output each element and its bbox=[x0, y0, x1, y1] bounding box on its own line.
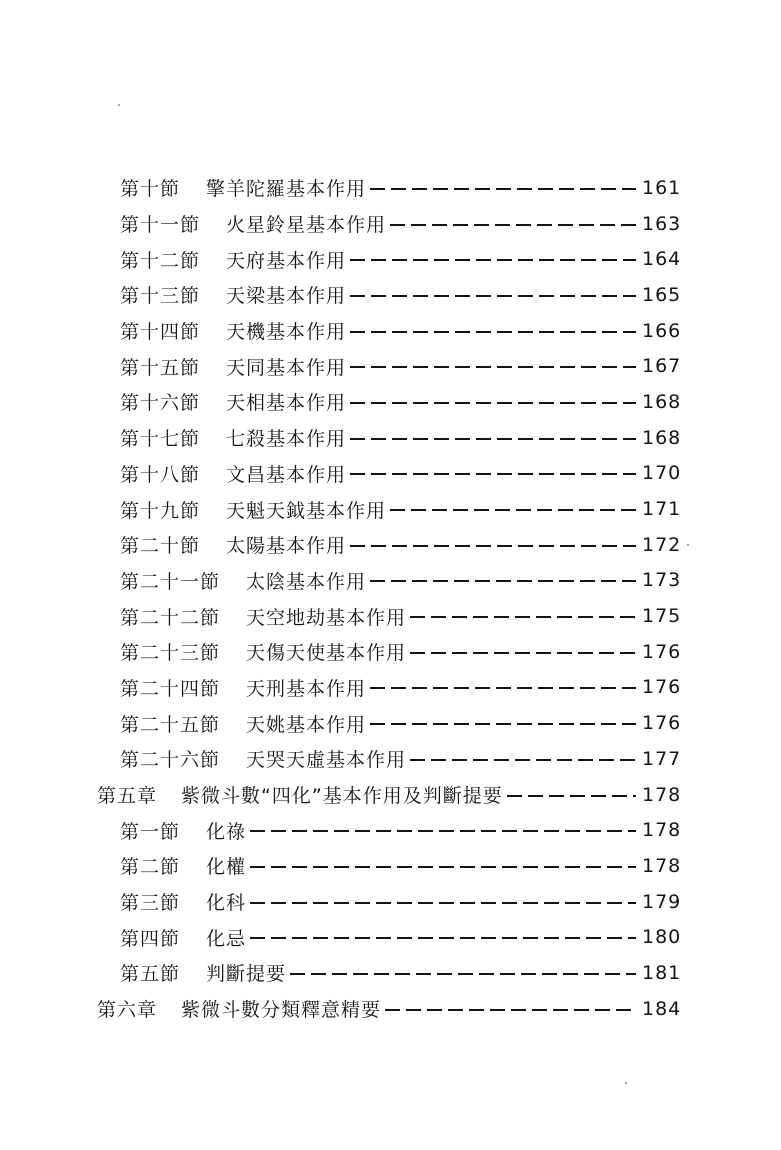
toc-entry bbox=[0, 206, 781, 242]
section-number: 第十九節 bbox=[120, 499, 201, 522]
chapter-number: 第五章 bbox=[97, 785, 158, 808]
dot-leader bbox=[410, 652, 636, 654]
section-title: 天機基本作用 bbox=[226, 321, 347, 344]
section-number: 第十二節 bbox=[120, 249, 201, 272]
toc-entry bbox=[0, 741, 781, 777]
page-number: 178 bbox=[642, 783, 682, 806]
page-number: 179 bbox=[642, 890, 682, 913]
section-title: 天姚基本作用 bbox=[246, 713, 367, 736]
dot-leader bbox=[350, 366, 636, 368]
chapter-title: 紫微斗數“四化”基本作用及判斷提要 bbox=[181, 785, 503, 808]
dot-leader bbox=[250, 830, 636, 832]
page-number: 167 bbox=[642, 355, 682, 378]
dot-leader bbox=[350, 402, 636, 404]
dot-leader bbox=[250, 937, 636, 939]
chapter-number: 第六章 bbox=[97, 999, 158, 1022]
dot-leader bbox=[250, 866, 636, 868]
dot-leader bbox=[390, 509, 636, 511]
section-number: 第十五節 bbox=[120, 356, 201, 379]
scan-speck bbox=[625, 1082, 627, 1084]
dot-leader bbox=[370, 188, 636, 190]
dot-leader bbox=[370, 580, 636, 582]
page-number: 176 bbox=[642, 640, 682, 663]
section-number: 第十六節 bbox=[120, 392, 201, 415]
section-title: 文昌基本作用 bbox=[226, 463, 347, 486]
toc-entry bbox=[0, 170, 781, 206]
page-number: 168 bbox=[642, 390, 682, 413]
section-title: 天梁基本作用 bbox=[226, 285, 347, 308]
page-number: 164 bbox=[642, 248, 682, 271]
section-title: 太陽基本作用 bbox=[226, 535, 347, 558]
dot-leader bbox=[350, 295, 636, 297]
page-number: 163 bbox=[642, 212, 682, 235]
page-number: 177 bbox=[642, 747, 682, 770]
toc-entry bbox=[0, 670, 781, 706]
dot-leader bbox=[250, 902, 636, 904]
toc-entry bbox=[0, 241, 781, 277]
section-title: 天相基本作用 bbox=[226, 392, 347, 415]
page-number: 171 bbox=[642, 498, 682, 521]
dot-leader bbox=[290, 973, 636, 975]
page-number: 170 bbox=[642, 462, 682, 485]
dot-leader bbox=[385, 1009, 636, 1011]
toc-entry bbox=[0, 563, 781, 599]
toc-entry bbox=[0, 527, 781, 563]
section-number: 第二十節 bbox=[120, 535, 201, 558]
section-number: 第二十二節 bbox=[120, 606, 221, 629]
page-number: 166 bbox=[642, 319, 682, 342]
section-title: 天傷天使基本作用 bbox=[246, 642, 407, 665]
section-number: 第二十三節 bbox=[120, 642, 221, 665]
toc-entry bbox=[0, 598, 781, 634]
section-number: 第五節 bbox=[120, 963, 181, 986]
page-number: 175 bbox=[642, 605, 682, 628]
page-number: 178 bbox=[642, 854, 682, 877]
section-number: 第十七節 bbox=[120, 428, 201, 451]
dot-leader bbox=[370, 723, 636, 725]
toc-chapter-entry bbox=[0, 777, 781, 813]
chapter-title: 紫微斗數分類釋意精要 bbox=[181, 999, 382, 1022]
dot-leader bbox=[410, 616, 636, 618]
section-number: 第十三節 bbox=[120, 285, 201, 308]
section-number: 第十八節 bbox=[120, 463, 201, 486]
dot-leader bbox=[370, 687, 636, 689]
toc-entry bbox=[0, 348, 781, 384]
section-title: 化祿 bbox=[206, 820, 247, 843]
toc-entry bbox=[0, 919, 781, 955]
section-number: 第三節 bbox=[120, 892, 181, 915]
page-number: 172 bbox=[642, 533, 682, 556]
section-title: 天魁天鉞基本作用 bbox=[226, 499, 387, 522]
toc-entry bbox=[0, 456, 781, 492]
section-number: 第二節 bbox=[120, 856, 181, 879]
section-title: 化忌 bbox=[206, 927, 247, 950]
page-number: 180 bbox=[642, 926, 682, 949]
toc-entry bbox=[0, 634, 781, 670]
toc-entry bbox=[0, 420, 781, 456]
dot-leader bbox=[350, 331, 636, 333]
scan-speck bbox=[687, 544, 689, 546]
page-number: 173 bbox=[642, 569, 682, 592]
dot-leader bbox=[390, 224, 636, 226]
toc-entry bbox=[0, 955, 781, 991]
section-number: 第二十六節 bbox=[120, 749, 221, 772]
section-title: 七殺基本作用 bbox=[226, 428, 347, 451]
dot-leader bbox=[507, 795, 636, 797]
toc-chapter-entry bbox=[0, 991, 781, 1027]
section-title: 化權 bbox=[206, 856, 247, 879]
toc-entry bbox=[0, 848, 781, 884]
page-number: 168 bbox=[642, 426, 682, 449]
section-title: 天同基本作用 bbox=[226, 356, 347, 379]
toc-entry bbox=[0, 491, 781, 527]
scan-speck bbox=[118, 104, 120, 106]
section-title: 天府基本作用 bbox=[226, 249, 347, 272]
section-title: 天空地劫基本作用 bbox=[246, 606, 407, 629]
section-title: 判斷提要 bbox=[206, 963, 287, 986]
dot-leader bbox=[410, 759, 636, 761]
page-number: 178 bbox=[642, 819, 682, 842]
section-number: 第二十五節 bbox=[120, 713, 221, 736]
page-number: 176 bbox=[642, 712, 682, 735]
page-number: 181 bbox=[642, 961, 682, 984]
section-number: 第二十四節 bbox=[120, 677, 221, 700]
toc-entry bbox=[0, 384, 781, 420]
toc-entry bbox=[0, 313, 781, 349]
toc-entry bbox=[0, 705, 781, 741]
section-number: 第十四節 bbox=[120, 321, 201, 344]
page-number: 165 bbox=[642, 283, 682, 306]
dot-leader bbox=[350, 438, 636, 440]
section-title: 太陰基本作用 bbox=[246, 570, 367, 593]
toc-entry bbox=[0, 812, 781, 848]
page-number: 161 bbox=[642, 176, 682, 199]
section-number: 第二十一節 bbox=[120, 570, 221, 593]
section-title: 火星鈴星基本作用 bbox=[226, 214, 387, 237]
section-number: 第十節 bbox=[120, 178, 181, 201]
section-title: 化科 bbox=[206, 892, 247, 915]
section-title: 天刑基本作用 bbox=[246, 677, 367, 700]
toc-entry bbox=[0, 884, 781, 920]
section-number: 第十一節 bbox=[120, 214, 201, 237]
section-title: 天哭天虛基本作用 bbox=[246, 749, 407, 772]
table-of-contents bbox=[0, 170, 781, 1027]
section-number: 第一節 bbox=[120, 820, 181, 843]
page-number: 176 bbox=[642, 676, 682, 699]
dot-leader bbox=[350, 545, 636, 547]
toc-entry bbox=[0, 277, 781, 313]
dot-leader bbox=[350, 259, 636, 261]
dot-leader bbox=[350, 473, 636, 475]
page-number: 184 bbox=[642, 997, 682, 1020]
section-title: 擎羊陀羅基本作用 bbox=[206, 178, 367, 201]
section-number: 第四節 bbox=[120, 927, 181, 950]
